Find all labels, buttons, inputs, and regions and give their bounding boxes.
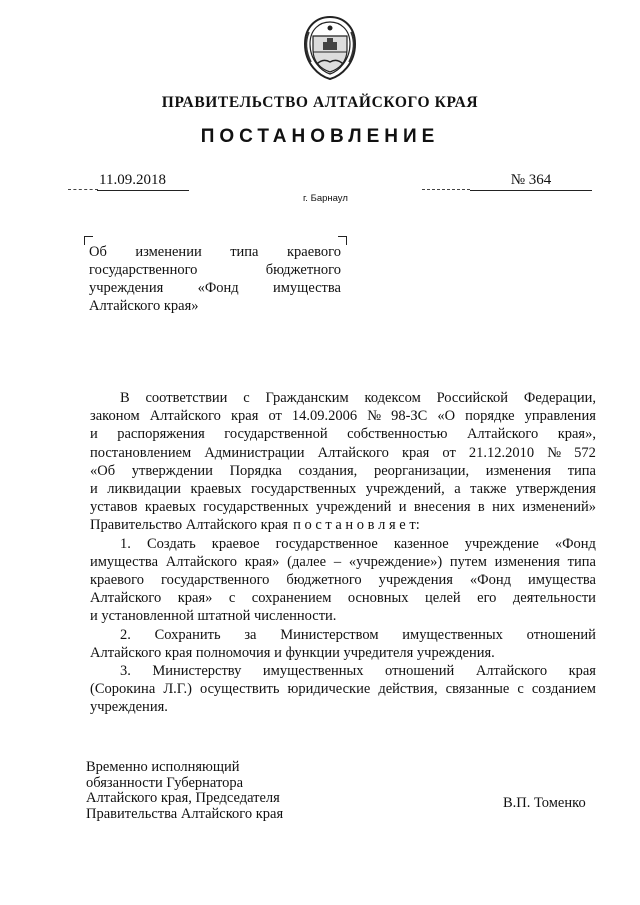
body-word: реорганизации, <box>373 462 470 479</box>
body-word: «учреждение») <box>348 553 443 570</box>
body-word: действия, <box>378 681 438 698</box>
body-word: «Об <box>90 462 116 479</box>
body-word: краевых <box>190 481 242 497</box>
body-word: Порядка <box>229 462 282 479</box>
signatory-name: В.П. Томенко <box>503 795 586 811</box>
body-word: бюджетного <box>286 572 362 588</box>
body-word: связанные <box>445 681 510 698</box>
body-word: а <box>454 481 461 497</box>
body-word: них <box>492 499 515 516</box>
body-word: и <box>90 481 98 497</box>
body-word: края» <box>177 590 213 607</box>
subject-line-2 <box>89 262 341 280</box>
body-word: кодексом <box>364 390 421 406</box>
body-word: «О <box>437 408 456 425</box>
body-word: Алтайского <box>317 444 389 461</box>
body-word: Правительство Алтайского края <box>90 517 289 534</box>
body-line <box>90 645 596 662</box>
body-word: 1. <box>120 535 131 552</box>
body-word: также <box>470 481 507 497</box>
body-word: 2. <box>120 626 131 643</box>
body-word: государственных <box>203 499 309 516</box>
body-word: утверждения <box>515 481 596 497</box>
body-word: имущества <box>90 553 159 570</box>
body-word: края <box>230 408 259 425</box>
body-word: типа <box>567 553 596 570</box>
body-line <box>90 481 596 498</box>
body-word: и установленной штатной численности. <box>90 608 337 625</box>
body-line <box>120 627 596 644</box>
body-word: государственное <box>275 535 378 552</box>
body-line <box>120 536 596 553</box>
body-word: Алтайского края полномочия и функции учредителя учреждения. <box>90 644 495 661</box>
body-word: Алтайского <box>90 590 162 607</box>
subject-word: имущества <box>272 280 341 296</box>
body-word: деятельности <box>512 590 596 607</box>
subject-word: Об <box>89 244 107 260</box>
body-word: Алтайского <box>466 426 539 443</box>
body-word: государственной <box>224 426 328 443</box>
body-word: края», <box>557 426 596 443</box>
body-word: – <box>333 553 342 570</box>
body-word: имущественных <box>402 626 503 643</box>
subject-line-4 <box>89 298 341 316</box>
document-type-title: ПОСТАНОВЛЕНИЕ <box>200 126 440 147</box>
body-word: Федерации, <box>523 390 596 406</box>
body-word: В <box>120 390 130 406</box>
subject-word: Алтайского края» <box>89 298 199 314</box>
body-word: учреждений <box>316 499 392 516</box>
government-name: ПРАВИТЕЛЬСТВО АЛТАЙСКОГО КРАЯ <box>161 94 479 111</box>
body-word: Сохранить <box>154 626 221 643</box>
body-word: юридические <box>287 681 371 698</box>
body-line <box>90 554 596 571</box>
body-word: типа <box>567 462 596 479</box>
body-word: 3. <box>120 663 131 679</box>
body-word: Гражданским <box>265 390 349 406</box>
body-word: целей <box>425 590 461 607</box>
body-line <box>90 426 596 443</box>
subject-word: учреждения <box>89 280 164 296</box>
body-word: краевого <box>90 572 144 588</box>
body-word: его <box>477 590 497 607</box>
body-line <box>120 390 596 407</box>
body-word: «Фонд <box>554 535 596 552</box>
body-word: 21.12.2010 <box>468 444 535 461</box>
body-word: краевых <box>144 499 196 516</box>
body-word: за <box>244 626 257 643</box>
subject-word: типа <box>230 244 259 260</box>
body-word: законом <box>90 408 140 425</box>
body-word: 14.09.2006 <box>291 408 358 425</box>
body-word: в <box>477 499 485 516</box>
body-word: учреждения. <box>90 699 168 716</box>
body-word: уставов <box>90 499 138 516</box>
body-line <box>90 699 596 716</box>
body-word: 572 <box>574 444 596 461</box>
body-line <box>90 681 596 698</box>
body-word: собственностью <box>347 426 448 443</box>
body-word: постановлением <box>90 444 192 461</box>
subject-word: государственного <box>89 262 198 278</box>
body-line <box>90 572 596 589</box>
signatory-line: Правительства Алтайского края <box>86 805 284 822</box>
body-word: п о с т а н о в л я е т: <box>293 517 420 534</box>
body-word: края» <box>244 553 280 570</box>
signatory-line: Алтайского края, Председателя <box>86 790 280 806</box>
body-word: утверждении <box>131 462 213 479</box>
body-word: с <box>228 590 236 607</box>
body-word: (далее <box>287 553 327 570</box>
body-word: порядке <box>465 408 515 425</box>
body-word: соответствии <box>145 390 228 406</box>
body-word: государственных <box>250 481 357 497</box>
body-word: государственного <box>160 572 270 588</box>
body-word: учреждения <box>378 572 453 588</box>
body-word: 98-ЗС <box>391 408 428 425</box>
body-word: «Фонд <box>469 572 511 588</box>
body-word: созданием <box>531 681 596 698</box>
body-word: Российской <box>436 390 509 406</box>
body-word: учреждение <box>464 535 539 552</box>
body-word: с <box>243 390 250 406</box>
body-word: края <box>568 663 596 679</box>
body-word: Алтайского <box>475 663 548 679</box>
body-word: управления <box>524 408 596 425</box>
body-word: ликвидации <box>107 481 181 497</box>
body-word: сохранением <box>251 590 332 607</box>
document-number: № 364 <box>470 172 592 191</box>
body-word: и <box>398 499 407 516</box>
body-word: осуществить <box>200 681 280 698</box>
body-word: краевое <box>211 535 260 552</box>
body-word: от <box>268 408 282 425</box>
body-line <box>90 463 596 480</box>
subject-word: «Фонд <box>197 280 239 296</box>
signatory-line: обязанности Губернатора <box>86 774 244 791</box>
body-word: создания, <box>298 462 358 479</box>
subject-line-1 <box>89 244 341 262</box>
body-word: края <box>401 444 430 461</box>
body-word: основных <box>347 590 409 607</box>
body-line <box>90 590 596 607</box>
date-underline-dash <box>68 189 98 191</box>
number-underline-dash <box>422 189 470 191</box>
body-word: Министерством <box>280 626 379 643</box>
body-word: казенное <box>393 535 449 552</box>
body-word: (Сорокина <box>90 681 156 698</box>
document-date: 11.09.2018 <box>97 172 189 191</box>
subject-line-3 <box>89 280 341 298</box>
subject-word: краевого <box>286 244 341 260</box>
body-line <box>90 408 596 425</box>
signatory-position <box>86 760 283 822</box>
body-word: изменения <box>494 553 560 570</box>
body-word: имущественных <box>262 663 364 679</box>
body-line <box>90 445 596 462</box>
body-word: № <box>367 408 382 425</box>
city-label: г. Барнаул <box>303 193 348 204</box>
body-word: от <box>442 444 456 461</box>
body-word: учреждений, <box>365 481 445 497</box>
body-word: имущества <box>527 572 596 588</box>
subject-word: бюджетного <box>265 262 341 278</box>
coat-of-arms-emblem <box>299 14 361 82</box>
body-word: Л.Г.) <box>163 681 192 698</box>
body-word: Алтайского <box>149 408 221 425</box>
body-word: путем <box>449 553 487 570</box>
body-line <box>90 499 596 516</box>
body-word: Алтайского <box>165 553 238 570</box>
body-line <box>90 517 596 534</box>
body-line <box>90 608 596 625</box>
body-word: отношений <box>526 626 596 643</box>
body-word: отношений <box>385 663 455 679</box>
signatory-line: Временно исполняющий <box>86 759 240 775</box>
body-word: и <box>90 426 98 443</box>
body-word: № <box>547 444 562 461</box>
body-word: Администрации <box>204 444 305 461</box>
body-word: внесения <box>413 499 471 516</box>
body-line <box>120 663 596 680</box>
body-word: изменения <box>485 462 552 479</box>
body-word: с <box>517 681 524 698</box>
body-word: изменений» <box>522 499 596 516</box>
body-word: Министерству <box>152 663 242 679</box>
body-word: распоряжения <box>117 426 205 443</box>
subject-word: изменении <box>135 244 202 260</box>
body-word: Создать <box>146 535 196 552</box>
